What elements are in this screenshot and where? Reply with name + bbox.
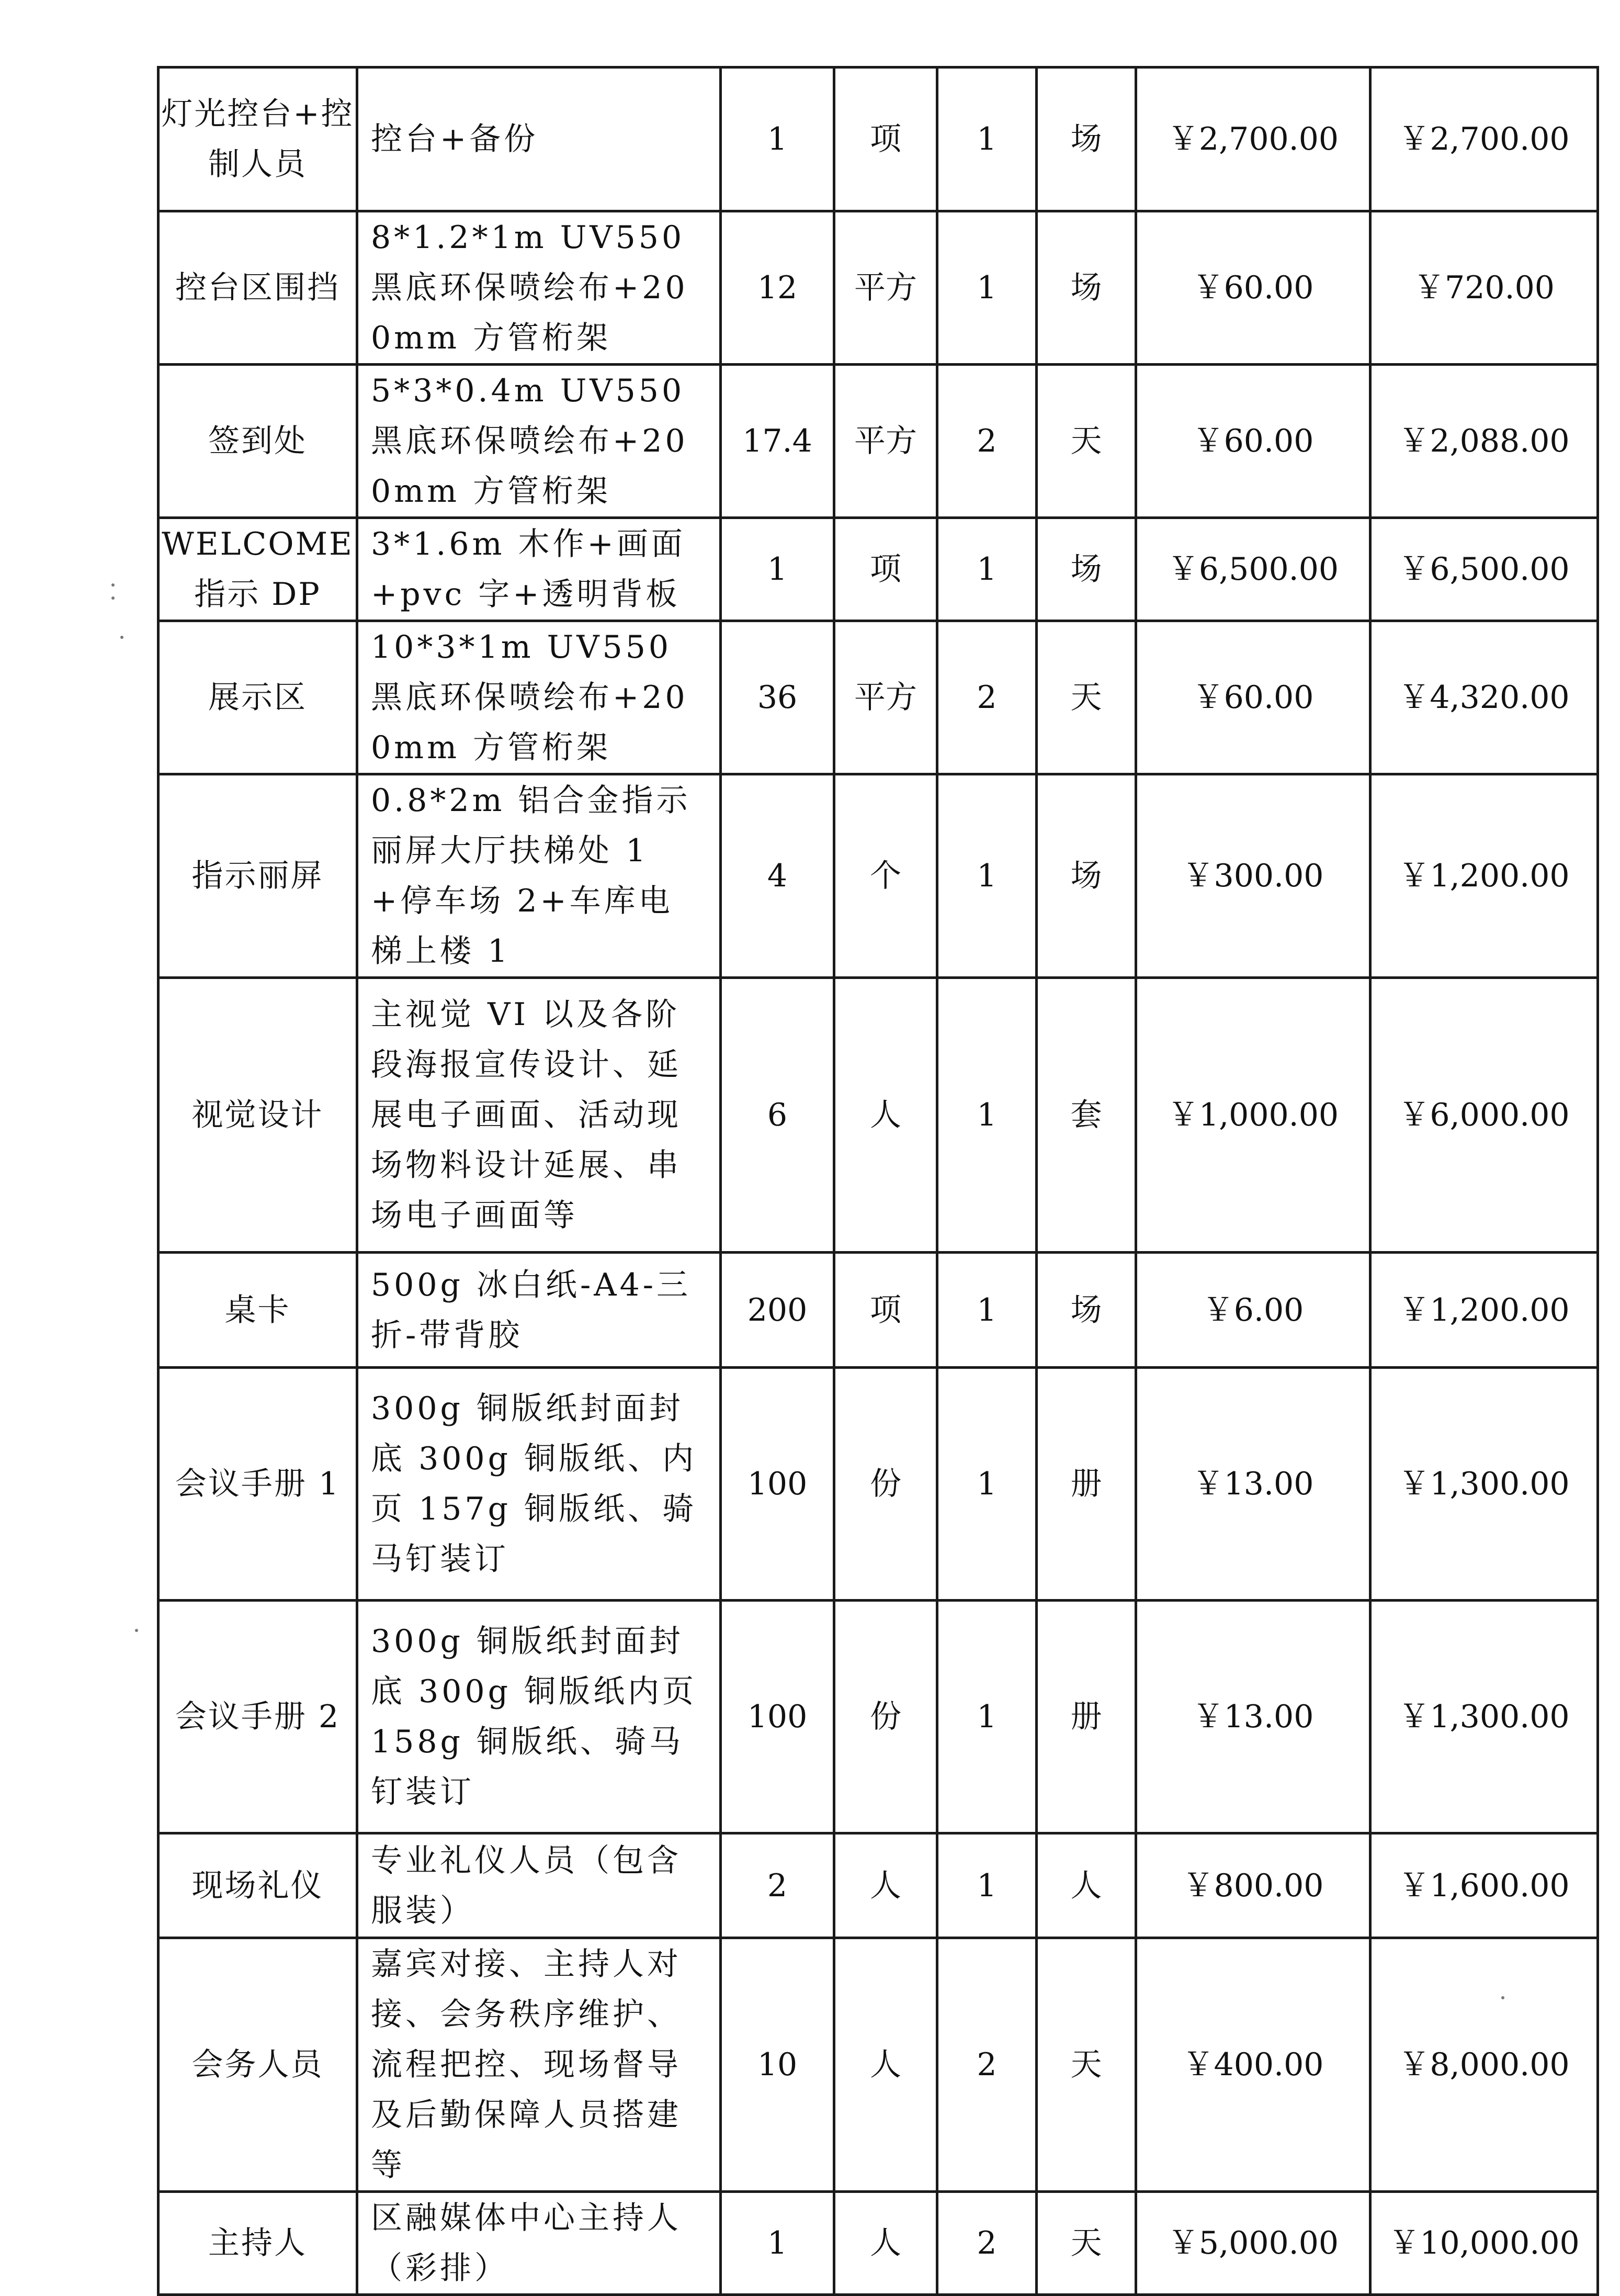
table-row [158,621,1598,774]
item-spec: 嘉宾对接、主持人对接、会务秩序维护、流程把控、现场督导及后勤保障人员搭建等 [357,1938,721,2192]
line-total: ￥10,000.00 [1370,2192,1598,2295]
line-total: ￥1,200.00 [1370,774,1598,978]
item-count: 1 [937,1368,1037,1601]
item-spec: 区融媒体中心主持人（彩排） [357,2192,721,2295]
table-row [158,1368,1598,1601]
scan-speck [111,596,115,600]
table-row [158,211,1598,365]
count-unit: 天 [1037,1938,1136,2192]
count-unit: 册 [1037,1601,1136,1833]
item-quantity: 1 [721,67,834,211]
count-unit: 天 [1037,2192,1136,2295]
quantity-unit: 项 [834,518,937,621]
item-name: 灯光控台+控制人员 [158,67,357,211]
quantity-unit: 项 [834,67,937,211]
item-name: 桌卡 [158,1253,357,1368]
item-quantity: 4 [721,774,834,978]
table-row [158,1938,1598,2192]
item-quantity: 100 [721,1368,834,1601]
quantity-unit: 个 [834,774,937,978]
quantity-unit: 人 [834,978,937,1253]
unit-price: ￥5,000.00 [1136,2192,1370,2295]
count-unit: 场 [1037,1253,1136,1368]
quotation-table [157,66,1599,2296]
item-count: 1 [937,1601,1037,1833]
item-spec: 0.8*2m 铝合金指示丽屏大厅扶梯处 1+停车场 2+车库电梯上楼 1 [357,774,721,978]
item-name: 主持人 [158,2192,357,2295]
item-count: 2 [937,621,1037,774]
count-unit: 人 [1037,1833,1136,1938]
unit-price: ￥60.00 [1136,211,1370,365]
table-row [158,774,1598,978]
count-unit: 套 [1037,978,1136,1253]
item-name: 视觉设计 [158,978,357,1253]
count-unit: 天 [1037,621,1136,774]
item-count: 2 [937,365,1037,518]
unit-price: ￥60.00 [1136,365,1370,518]
item-count: 1 [937,774,1037,978]
item-count: 1 [937,978,1037,1253]
unit-price: ￥6.00 [1136,1253,1370,1368]
line-total: ￥6,000.00 [1370,978,1598,1253]
item-name: 现场礼仪 [158,1833,357,1938]
quantity-unit: 份 [834,1368,937,1601]
unit-price: ￥13.00 [1136,1368,1370,1601]
item-spec: 10*3*1m UV550 黑底环保喷绘布+200mm 方管桁架 [357,621,721,774]
line-total: ￥8,000.00 [1370,1938,1598,2192]
item-quantity: 2 [721,1833,834,1938]
item-quantity: 1 [721,2192,834,2295]
line-total: ￥1,200.00 [1370,1253,1598,1368]
unit-price: ￥2,700.00 [1136,67,1370,211]
item-spec: 300g 铜版纸封面封底 300g 铜版纸、内页 157g 铜版纸、骑马钉装订 [357,1368,721,1601]
unit-price: ￥60.00 [1136,621,1370,774]
quantity-unit: 平方 [834,621,937,774]
table-row [158,67,1598,211]
item-spec: 3*1.6m 木作+画面+pvc 字+透明背板 [357,518,721,621]
table-row [158,1601,1598,1833]
line-total: ￥6,500.00 [1370,518,1598,621]
count-unit: 场 [1037,211,1136,365]
table-row [158,2192,1598,2295]
item-name: 指示丽屏 [158,774,357,978]
quantity-unit: 人 [834,1938,937,2192]
item-name: 签到处 [158,365,357,518]
item-name: 会议手册 1 [158,1368,357,1601]
item-count: 1 [937,518,1037,621]
quantity-unit: 项 [834,1253,937,1368]
table-row [158,978,1598,1253]
line-total: ￥1,300.00 [1370,1601,1598,1833]
item-name: 会务人员 [158,1938,357,2192]
quantity-unit: 份 [834,1601,937,1833]
table-row [158,1253,1598,1368]
table-row [158,1833,1598,1938]
item-quantity: 12 [721,211,834,365]
line-total: ￥4,320.00 [1370,621,1598,774]
quantity-unit: 人 [834,1833,937,1938]
table-row [158,365,1598,518]
line-total: ￥2,088.00 [1370,365,1598,518]
scan-speck [111,583,115,587]
table-row [158,518,1598,621]
item-spec: 5*3*0.4m UV550 黑底环保喷绘布+200mm 方管桁架 [357,365,721,518]
item-count: 2 [937,2192,1037,2295]
scan-speck [120,636,123,639]
item-count: 2 [937,1938,1037,2192]
count-unit: 场 [1037,67,1136,211]
line-total: ￥2,700.00 [1370,67,1598,211]
item-count: 1 [937,67,1037,211]
quantity-unit: 平方 [834,365,937,518]
item-count: 1 [937,211,1037,365]
quotation-sheet [157,66,1599,2296]
item-count: 1 [937,1833,1037,1938]
count-unit: 场 [1037,774,1136,978]
item-quantity: 200 [721,1253,834,1368]
item-name: 控台区围挡 [158,211,357,365]
count-unit: 册 [1037,1368,1136,1601]
item-spec: 控台+备份 [357,67,721,211]
item-quantity: 10 [721,1938,834,2192]
item-name: 会议手册 2 [158,1601,357,1833]
item-quantity: 6 [721,978,834,1253]
unit-price: ￥300.00 [1136,774,1370,978]
item-spec: 300g 铜版纸封面封底 300g 铜版纸内页 158g 铜版纸、骑马钉装订 [357,1601,721,1833]
scan-speck [135,1629,138,1632]
item-quantity: 36 [721,621,834,774]
item-name: WELCOME 指示 DP [158,518,357,621]
item-spec: 500g 冰白纸-A4-三折-带背胶 [357,1253,721,1368]
item-quantity: 1 [721,518,834,621]
item-name: 展示区 [158,621,357,774]
quantity-unit: 平方 [834,211,937,365]
unit-price: ￥400.00 [1136,1938,1370,2192]
unit-price: ￥6,500.00 [1136,518,1370,621]
count-unit: 场 [1037,518,1136,621]
item-spec: 8*1.2*1m UV550 黑底环保喷绘布+200mm 方管桁架 [357,211,721,365]
line-total: ￥1,300.00 [1370,1368,1598,1601]
line-total: ￥720.00 [1370,211,1598,365]
quantity-unit: 人 [834,2192,937,2295]
unit-price: ￥1,000.00 [1136,978,1370,1253]
unit-price: ￥13.00 [1136,1601,1370,1833]
scan-speck [1501,1996,1504,1999]
unit-price: ￥800.00 [1136,1833,1370,1938]
item-count: 1 [937,1253,1037,1368]
item-quantity: 17.4 [721,365,834,518]
count-unit: 天 [1037,365,1136,518]
item-quantity: 100 [721,1601,834,1833]
item-spec: 专业礼仪人员（包含服装） [357,1833,721,1938]
item-spec: 主视觉 VI 以及各阶段海报宣传设计、延展电子画面、活动现场物料设计延展、串场电子画面等 [357,978,721,1253]
line-total: ￥1,600.00 [1370,1833,1598,1938]
